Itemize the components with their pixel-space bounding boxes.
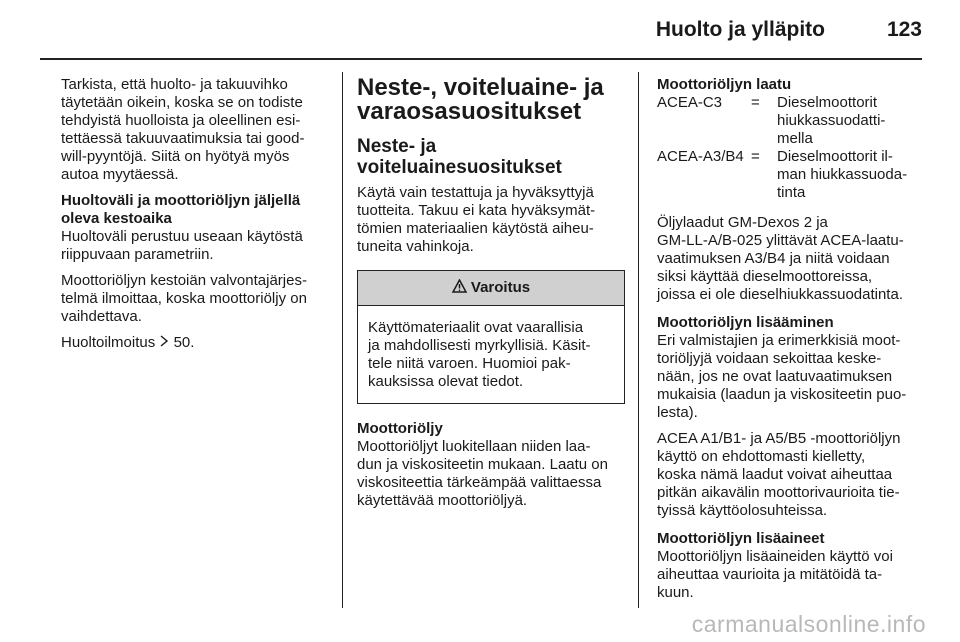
page-number: 123 [886, 18, 922, 41]
header-rule [40, 58, 922, 60]
oil-spec-row: ACEA-C3 = Dieselmoottorit hiukkassuodatti- mella ACEA-A3/B4 = Dieselmoottorit il- man hiukkassuoda- tinta [657, 94, 908, 201]
column-2 [357, 76, 625, 518]
column-divider-1 [342, 72, 343, 608]
engine-oil-paragraph: Moottoriöljyt luokitellaan niiden laa- dun ja viskositeetin mukaan. Laatu on viskositeettia tärkeämpää valittaessa käytettävää moottoriöljyä. [357, 438, 608, 509]
page-header-title: Huolto ja ylläpito [655, 18, 825, 41]
column-3 [657, 76, 925, 610]
subsection-title: Neste- ja voiteluainesuositukset [357, 136, 562, 178]
section-title: Neste-, voiteluaine- ja varaosasuositukset [357, 74, 604, 125]
oil-quality-heading: Moottoriöljyn laatu [657, 76, 792, 93]
service-interval-heading: Huoltoväli ja moottoriöljyn jäljellä oleva kestoaika [61, 192, 301, 227]
warning-box [357, 270, 625, 404]
service-interval-paragraph: Huoltoväli perustuu useaan käytöstä riippuvaan parametriin. [61, 228, 303, 263]
oil-life-paragraph: Moottoriöljyn kestoiän valvontajärjes- telmä ilmoittaa, koska moottoriöljy on vaihdettava. [61, 272, 307, 325]
service-display-reference: Huoltoilmoitus 50. [61, 334, 195, 351]
oil-additives-paragraph: Moottoriöljyn lisäaineiden käyttö voi aiheuttaa vaurioita ja mitätöidä ta- kuun. [657, 548, 893, 601]
forbidden-oils-paragraph: ACEA A1/B1- ja A5/B5 -moottoriöljyn käyttö on ehdottomasti kielletty, koska nämä laadut voivat aiheuttaa pitkän aikavälin moottorivaurioita tie- tyissä käyttöolosuhteissa. [657, 430, 901, 519]
recommendation-paragraph: Käytä vain testattuja ja hyväksyttyjä tuotteita. Takuu ei kata hyväksymät- tömien materiaalien käytöstä aiheu- tuneita vahinkoja. [357, 184, 596, 255]
adding-oil-paragraph: Eri valmistajien ja erimerkkisiä moot- toriöljyjä voidaan sekoittaa keske- nään, jos ne ovat laatuvaatimuksen mukaisia (laadun ja viskositeetin puo- lesta). [657, 332, 907, 421]
watermark: carmanualsonline.info [691, 611, 926, 637]
column-divider-2 [638, 72, 639, 608]
page-reference-icon[interactable] [159, 334, 169, 351]
adding-oil-heading: Moottoriöljyn lisääminen [657, 314, 834, 331]
warning-title: Varoitus [470, 279, 531, 296]
oil-grades-paragraph: Öljylaadut GM-Dexos 2 ja GM-LL-A/B-025 ylittävät ACEA-laatu- vaatimuksen A3/B4 ja niitä voidaan siksi käyttää dieselmoottoreissa, joissa ei ole dieselhiukkassuodatinta. [657, 214, 904, 303]
warning-body: Käyttömateriaalit ovat vaarallisia ja mahdollisesti myrkyllisiä. Käsit- tele niitä varoen. Huomioi pak- kauksissa olevat tiedot. [368, 319, 591, 390]
warning-triangle-icon [452, 279, 467, 298]
column-1 [61, 76, 336, 360]
oil-additives-heading: Moottoriöljyn lisäaineet [657, 530, 825, 547]
page-reference-link[interactable]: 50. [173, 334, 195, 351]
intro-paragraph: Tarkista, että huolto- ja takuuvihko täytetään oikein, koska se on todiste tehdyistä huolloista ja oleellinen esi- tettäessä takuuvaatimuksia tai good- will-pyyntöjä. Siitä on hyötyä myös autoa myytäessä. [61, 76, 305, 183]
engine-oil-heading: Moottoriöljy [357, 420, 443, 437]
warning-header [358, 271, 624, 306]
